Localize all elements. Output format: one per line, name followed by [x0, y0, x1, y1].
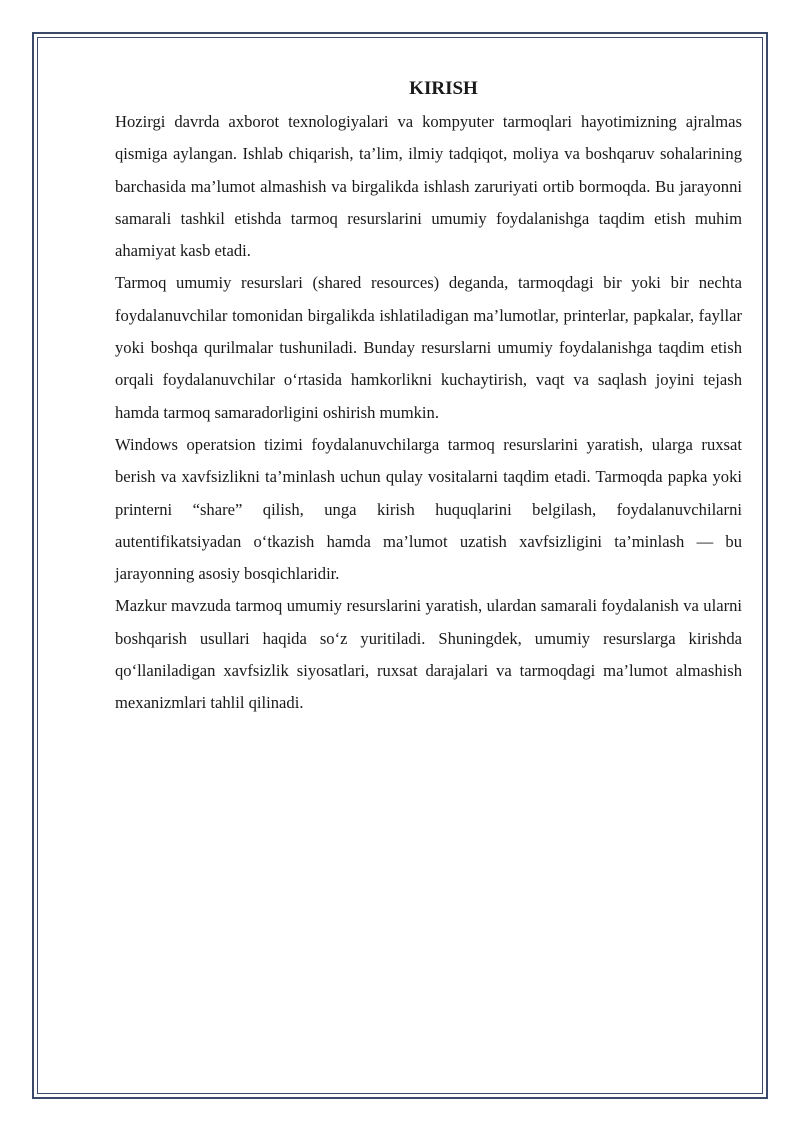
paragraph-topic: Mazkur mavzuda tarmoq umumiy resurslarini yaratish, ulardan samarali foydalanish va ularni boshqarish usullari haqida so‘z yuritiladi. Shuningdek, umumiy resurslarga kirishda qo‘llaniladigan xavfsizlik siyosatlari, ruxsat darajalari va tarmoqdagi ma’lumot almashish mexanizmlari tahlil qilinadi.	[115, 596, 742, 713]
paragraph-windows: Windows operatsion tizimi foydalanuvchilarga tarmoq resurslarini yaratish, ularga ruxsat berish va xavfsizlikni ta’minlash uchun qulay vositalarni taqdim etadi. Tarmoqda papka yoki printerni “share” qilish, unga kirish huquqlarini belgilash, foydalanuvchilarni autentifikatsiyadan o‘tkazish hamda ma’lumot uzatish xavfsizligini ta’minlash — bu jarayonning asosiy bosqichlaridir.	[115, 434, 742, 584]
paragraph-shared-resources: Tarmoq umumiy resurslari (shared resources) deganda, tarmoqdagi bir yoki bir nechta foydalanuvchilar tomonidan birgalikda ishlatiladigan ma’lumotlar, printerlar, papkalar, fayllar yoki boshqa qurilmalar tushuniladi. Bunday resurslarni umumiy foydalanishga taqdim etish orqali foydalanuvchilar o‘rtasida hamkorlikni kuchaytirish, vaqt va saqlash joyini tejash hamda tarmoq samaradorligini oshirish mumkin.	[115, 273, 742, 422]
document-title: KIRISH	[409, 78, 478, 99]
paragraph-intro: Hozirgi davrda axborot texnologiyalari va kompyuter tarmoqlari hayotimizning ajralmas qismiga aylangan. Ishlab chiqarish, ta’lim, ilmiy tadqiqot, moliya va boshqaruv sohalarining barchasida ma’lumot almashish va birgalikda ishlash zaruriyati ortib bormoqda. Bu jarayonni samarali tashkil etishda tarmoq resurslarini umumiy foydalanishga taqdim etish muhim ahamiyat kasb etadi.	[115, 112, 742, 261]
document-body	[115, 74, 742, 720]
